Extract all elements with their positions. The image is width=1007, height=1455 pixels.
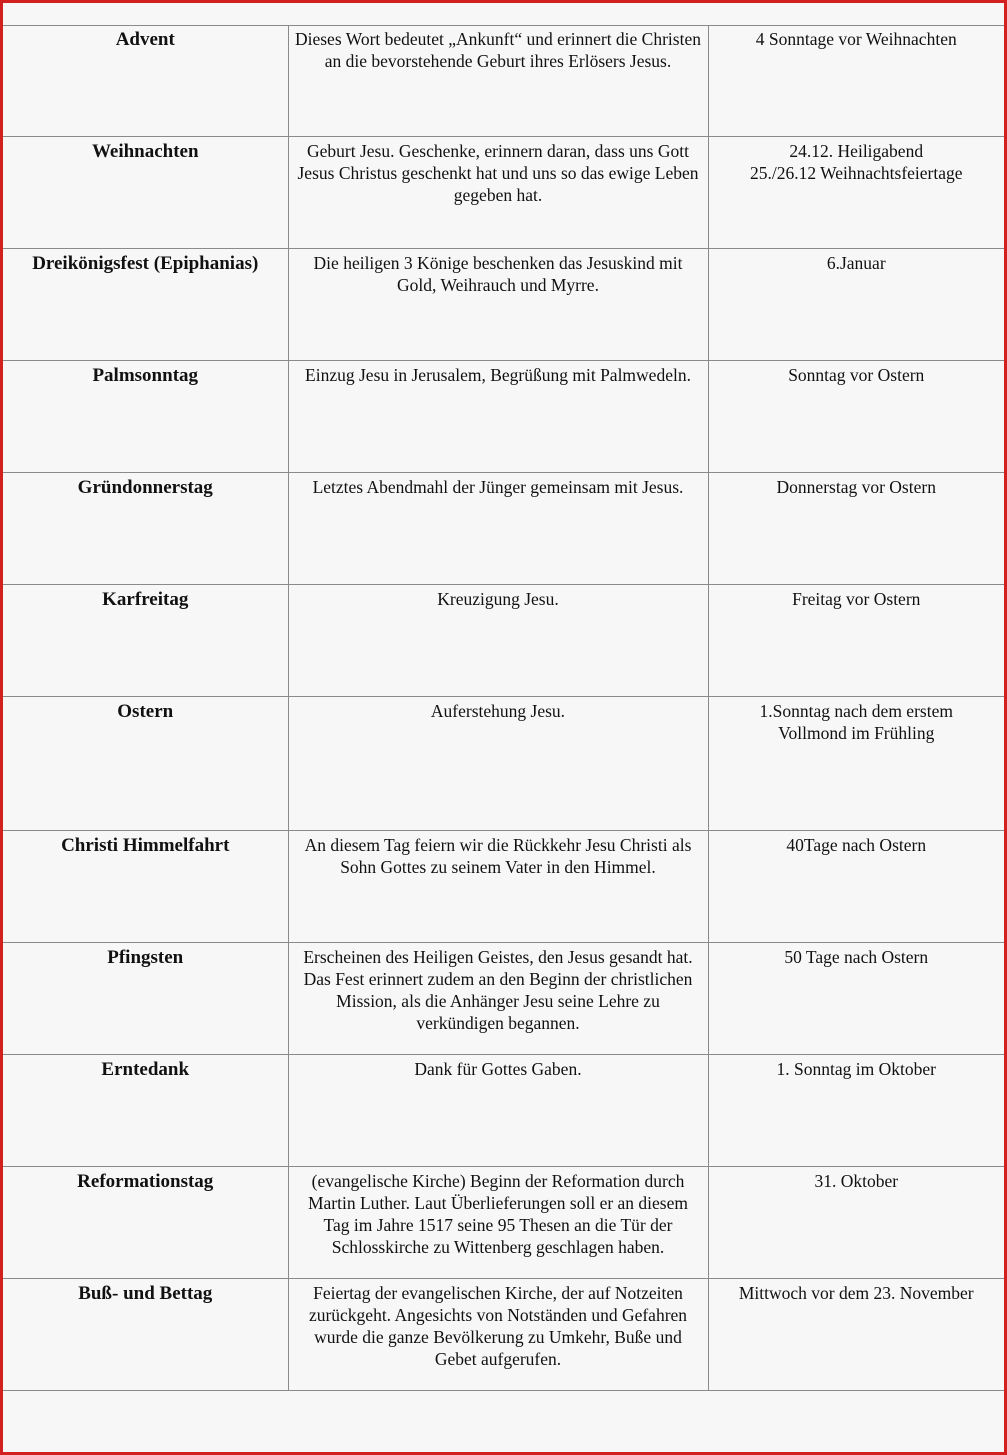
date-line: 4 Sonntage vor Weihnachten bbox=[755, 29, 957, 49]
holiday-date bbox=[708, 137, 1004, 249]
table-row bbox=[3, 249, 1004, 361]
holiday-description: Auferstehung Jesu. bbox=[288, 697, 708, 831]
holiday-date bbox=[708, 1055, 1004, 1167]
holiday-date bbox=[708, 25, 1004, 137]
holiday-description: Erscheinen des Heiligen Geistes, den Jesus gesandt hat. Das Fest erinnert zudem an den Beginn der christlichen Mission, als die Anhänger Jesu seine Lehre zu verkündigen begannen. bbox=[288, 943, 708, 1055]
table-row bbox=[3, 361, 1004, 473]
date-line: 6.Januar bbox=[826, 253, 886, 273]
holiday-description: Letztes Abendmahl der Jünger gemeinsam mit Jesus. bbox=[288, 473, 708, 585]
table-row bbox=[3, 831, 1004, 943]
holiday-name: Gründonnerstag bbox=[3, 473, 288, 585]
holiday-date bbox=[708, 1279, 1004, 1391]
holiday-name: Reformationstag bbox=[3, 1167, 288, 1279]
holiday-name: Advent bbox=[3, 25, 288, 137]
holiday-name: Erntedank bbox=[3, 1055, 288, 1167]
table-row bbox=[3, 1055, 1004, 1167]
table-row bbox=[3, 473, 1004, 585]
date-line: 1. Sonntag im Oktober bbox=[776, 1059, 936, 1079]
date-line: Freitag vor Ostern bbox=[792, 589, 921, 609]
table-row bbox=[3, 1167, 1004, 1279]
holiday-name: Christi Himmelfahrt bbox=[3, 831, 288, 943]
holiday-name: Ostern bbox=[3, 697, 288, 831]
date-line: Mittwoch vor dem 23. November bbox=[738, 1283, 974, 1303]
holiday-name: Pfingsten bbox=[3, 943, 288, 1055]
holiday-description: Dank für Gottes Gaben. bbox=[288, 1055, 708, 1167]
date-line: Donnerstag vor Ostern bbox=[776, 477, 936, 497]
date-line: Sonntag vor Ostern bbox=[788, 365, 925, 385]
date-line: 1.Sonntag nach dem erstem bbox=[759, 701, 953, 721]
church-holidays-table bbox=[3, 25, 1004, 1391]
holiday-description: Feiertag der evangelischen Kirche, der auf Notzeiten zurückgeht. Angesichts von Notständen und Gefahren wurde die ganze Bevölkerung zu Umkehr, Buße und Gebet aufgerufen. bbox=[288, 1279, 708, 1391]
holiday-date bbox=[708, 1167, 1004, 1279]
holiday-name: Palmsonntag bbox=[3, 361, 288, 473]
date-line: 31. Oktober bbox=[814, 1171, 899, 1191]
holiday-date bbox=[708, 249, 1004, 361]
date-line: 24.12. Heiligabend bbox=[789, 141, 924, 161]
holiday-description: Dieses Wort bedeutet „Ankunft“ und erinnert die Christen an die bevorstehende Geburt ihres Erlösers Jesus. bbox=[288, 25, 708, 137]
holiday-name: Weihnachten bbox=[3, 137, 288, 249]
holiday-name: Buß- und Bettag bbox=[3, 1279, 288, 1391]
holiday-name: Dreikönigsfest (Epiphanias) bbox=[3, 249, 288, 361]
holiday-date bbox=[708, 831, 1004, 943]
holiday-description: Geburt Jesu. Geschenke, erinnern daran, dass uns Gott Jesus Christus geschenkt hat und uns so das ewige Leben gegeben hat. bbox=[288, 137, 708, 249]
holiday-date bbox=[708, 361, 1004, 473]
table-row bbox=[3, 25, 1004, 137]
table-row bbox=[3, 943, 1004, 1055]
holiday-name: Karfreitag bbox=[3, 585, 288, 697]
holiday-description: (evangelische Kirche) Beginn der Reformation durch Martin Luther. Laut Überlieferungen soll er an diesem Tag im Jahre 1517 seine 95 Thesen an die Tür der Schlosskirche zu Wittenberg geschlagen haben. bbox=[288, 1167, 708, 1279]
holiday-date bbox=[708, 473, 1004, 585]
date-line: Vollmond im Frühling bbox=[778, 723, 935, 743]
date-line: 25./26.12 Weihnachtsfeiertage bbox=[749, 163, 963, 183]
holiday-description: Die heiligen 3 Könige beschenken das Jesuskind mit Gold, Weihrauch und Myrre. bbox=[288, 249, 708, 361]
date-line: 50 Tage nach Ostern bbox=[784, 947, 929, 967]
holiday-date bbox=[708, 585, 1004, 697]
holiday-date bbox=[708, 697, 1004, 831]
table-row bbox=[3, 137, 1004, 249]
table-row bbox=[3, 585, 1004, 697]
table-row bbox=[3, 697, 1004, 831]
date-line: 40Tage nach Ostern bbox=[786, 835, 927, 855]
holiday-description: Kreuzigung Jesu. bbox=[288, 585, 708, 697]
holiday-date bbox=[708, 943, 1004, 1055]
holiday-description: Einzug Jesu in Jerusalem, Begrüßung mit Palmwedeln. bbox=[288, 361, 708, 473]
holiday-description: An diesem Tag feiern wir die Rückkehr Jesu Christi als Sohn Gottes zu seinem Vater in den Himmel. bbox=[288, 831, 708, 943]
table-row bbox=[3, 1279, 1004, 1391]
